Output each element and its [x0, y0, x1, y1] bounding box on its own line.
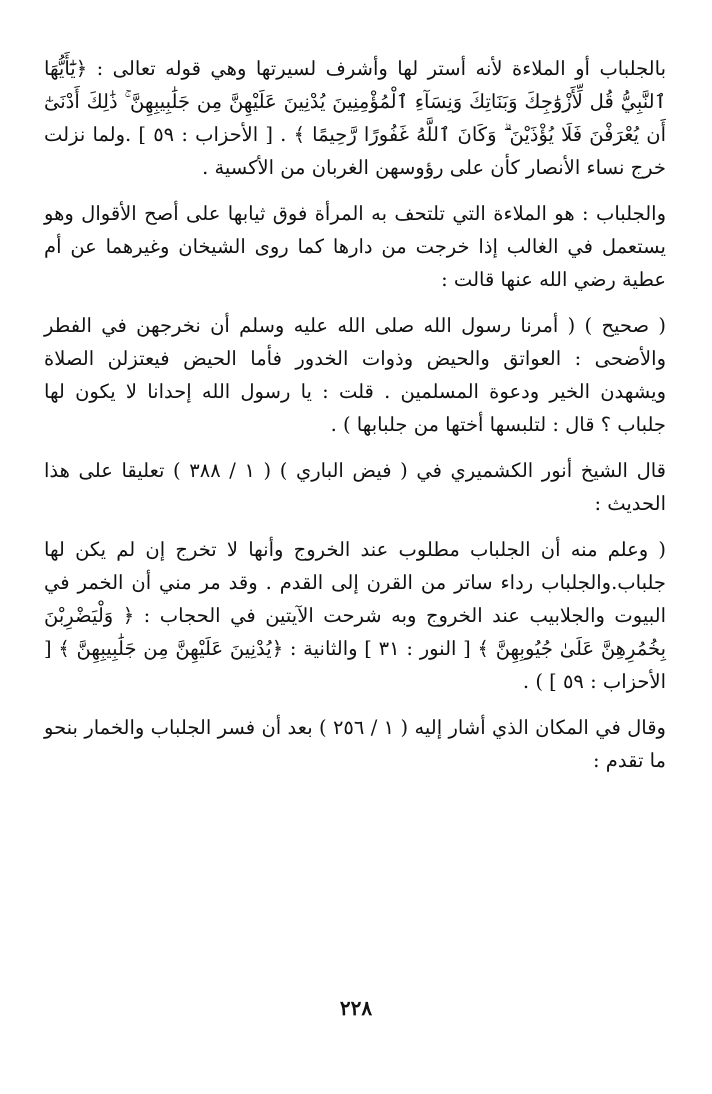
page-number: ٢٢٨ [339, 996, 373, 1020]
paragraph-kashmiri-quote: ( وعلم منه أن الجلباب مطلوب عند الخروج وأنها لا تخرج إن لم يكن لها جلباب.والجلباب رداء ساتر من القرن إلى القدم . وقد مر مني أن الخمر في البيوت والجلابيب عند الخروج وبه شرحت الآيتين في الحجاب : ﴿ وَلْيَضْرِبْنَ بِخُمُرِهِنَّ عَلَىٰ جُيُوبِهِنَّ ﴾ [ النور : ٣١ ] والثانية : ﴿يُدْنِينَ عَلَيْهِنَّ مِن جَلَٰبِيبِهِنَّ ﴾ [ الأحزاب : ٥٩ ] ) . [44, 538, 666, 693]
paragraph-closing: وقال في المكان الذي أشار إليه ( ١ / ٢٥٦ ) بعد أن فسر الجلباب والخمار بنحو ما تقدم : [44, 716, 666, 772]
paragraph-kashmiri-intro: قال الشيخ أنور الكشميري في ( فيض الباري ) ( ١ / ٣٨٨ ) تعليقا على هذا الحديث : [44, 459, 666, 515]
paragraph-jilbab-verse: بالجلباب أو الملاءة لأنه أستر لها وأشرف لسيرتها وهي قوله تعالى : ﴿يَٰٓأَيُّهَا ٱلنَّبِيُّ قُل لِّأَزْوَٰجِكَ وَبَنَاتِكَ وَنِسَآءِ ٱلْمُؤْمِنِينَ يُدْنِينَ عَلَيْهِنَّ مِن جَلَٰبِيبِهِنَّ ۚ ذَٰلِكَ أَدْنَىٰٓ أَن يُعْرَفْنَ فَلَا يُؤْذَيْنَ ۗ وَكَانَ ٱللَّهُ غَفُورًا رَّحِيمًا ﴾ . [ الأحزاب : ٥٩ ] .ولما نزلت خرج نساء الأنصار كأن على رؤوسهن الغربان من الأكسية . [44, 57, 666, 179]
paragraph-jilbab-definition: والجلباب : هو الملاءة التي تلتحف به المرأة فوق ثيابها على أصح الأقوال وهو يستعمل في الغالب إذا خرجت من دارها كما روى الشيخان وغيرهما عن أم عطية رضي الله عنها قالت : [44, 202, 666, 291]
paragraph-hadith-umm-atiyya: ( صحيح ) ( أمرنا رسول الله صلى الله عليه وسلم أن نخرجهن في الفطر والأضحى : العواتق والحيض وذوات الخدور فأما الحيض فيعتزلن الصلاة ويشهدن الخير ودعوة المسلمين . قلت : يا رسول الله إحدانا لا يكون لها جلباب ؟ قال : لتلبسها أختها من جلبابها ) . [44, 314, 666, 436]
